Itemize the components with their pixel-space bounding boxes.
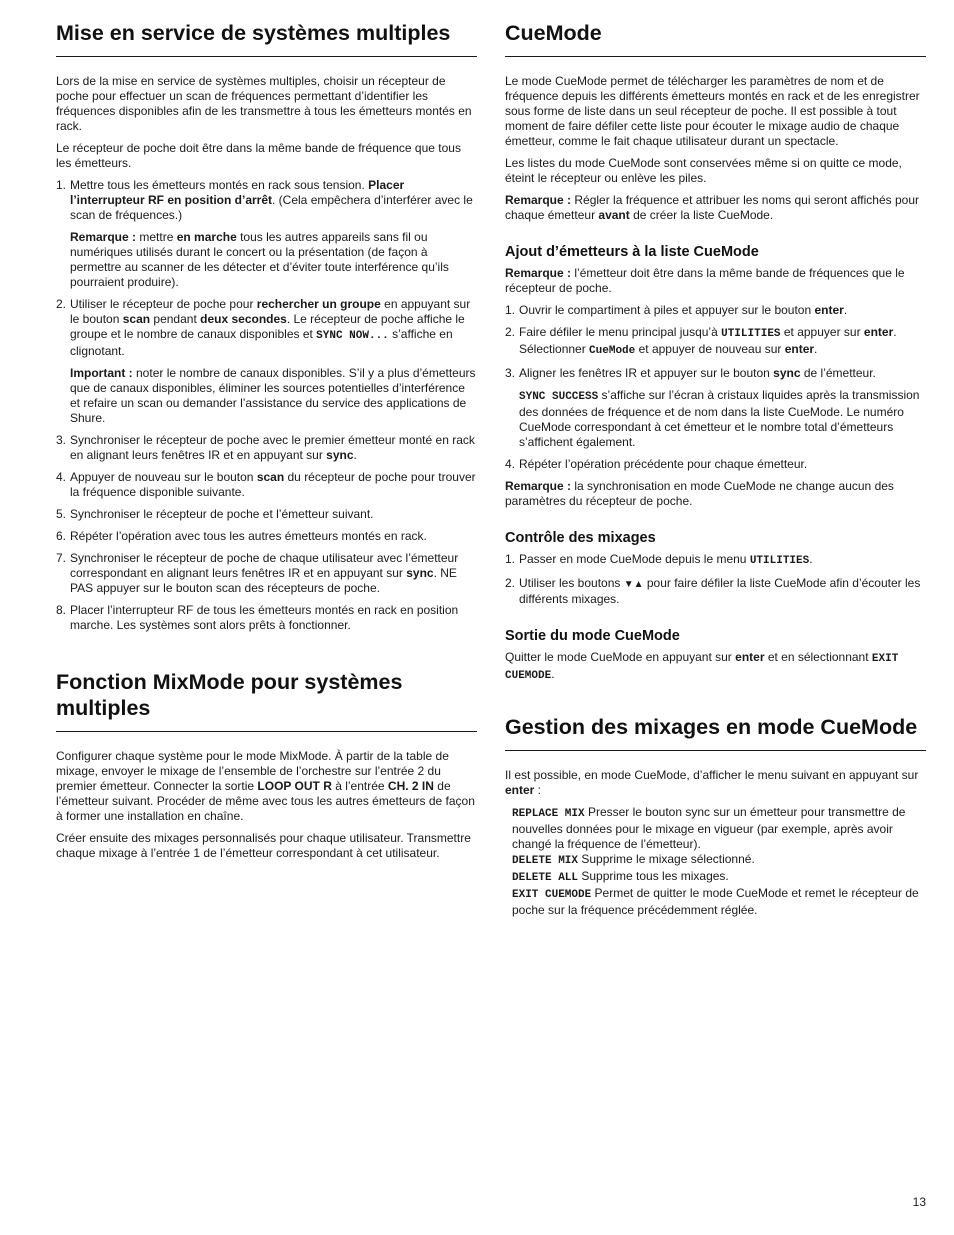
subsection-title-add: Ajout d’émetteurs à la liste CueMode	[505, 244, 759, 260]
list-item: 4. Appuyer de nouveau sur le bouton scan du récepteur de poche pour trouver la fréquence disponible suivante.	[56, 470, 476, 499]
important-note: Important : noter le nombre de canaux disponibles. S’il y a plus d’émetteurs que de canaux disponibles, éliminer les sources potentielles d’interférence et refaire un scan ou demander l’assistance du service des applications de Shure.	[70, 366, 476, 425]
list-item: 3. Synchroniser le récepteur de poche avec le premier émetteur monté en rack en alignant leurs fenêtres IR et en appuyant sur sync.	[56, 433, 475, 462]
list-item: 1. Mettre tous les émetteurs montés en rack sous tension. Placer l’interrupteur RF en position d’arrêt. (Cela empêchera d’interférer avec le scan de fréquences.)	[56, 178, 473, 222]
left-column	[56, 20, 477, 868]
lcd-text: SYNC NOW...	[316, 330, 389, 342]
list-item: 5. Synchroniser le récepteur de poche et l’émetteur suivant.	[56, 507, 374, 521]
steps-list	[56, 178, 477, 633]
list-item: 6. Répéter l’opération avec tous les autres émetteurs montés en rack.	[56, 529, 427, 543]
subsection-title-exit: Sortie du mode CueMode	[505, 628, 680, 644]
list-item: REPLACE MIX Presser le bouton sync sur un émetteur pour transmettre de nouvelles données pour le mixage en vigueur (par exemple, après avoir changé la fréquence de l’émetteur).	[512, 805, 906, 851]
section-title-mix-management: Gestion des mixages en mode CueMode	[505, 714, 926, 751]
list-item: 1. Ouvrir le compartiment à piles et appuyer sur le bouton enter.	[505, 303, 848, 317]
sync-success-note: SYNC SUCCESS s’affiche sur l’écran à cristaux liquides après la transmission des données de fréquence et de nom dans la liste CueMode. Le numéro CueMode correspondant à cet émetteur et le nombre total d’émetteurs s’affichent également.	[519, 388, 920, 449]
paragraph: Créer ensuite des mixages personnalisés pour chaque utilisateur. Transmettre chaque mixage à l’entrée 1 de l’émetteur correspondant à cet utilisateur.	[56, 831, 471, 860]
paragraph: Il est possible, en mode CueMode, d’afficher le menu suivant en appuyant sur enter :	[505, 768, 919, 797]
list-item: 2. Utiliser les boutons ▼▲ pour faire défiler la liste CueMode afin d’écouter les différents mixages.	[505, 576, 921, 606]
arrow-down-up-icon: ▼▲	[623, 579, 644, 590]
list-item: 8. Placer l’interrupteur RF de tous les émetteurs montés en rack en position marche. Les systèmes sont alors prêts à fonctionner.	[56, 603, 459, 632]
page-number: 13	[912, 1195, 926, 1209]
list-item: DELETE ALL Supprime tous les mixages.	[512, 869, 729, 884]
list-item: DELETE MIX Supprime le mixage sélectionné.	[512, 852, 755, 867]
section-title-multi-system: Mise en service de systèmes multiples	[56, 20, 477, 57]
section-title-cuemode: CueMode	[505, 20, 926, 57]
note: Remarque : la synchronisation en mode CueMode ne change aucun des paramètres du récepteur de poche.	[505, 479, 894, 508]
steps-list	[505, 303, 926, 472]
list-item: 7. Synchroniser le récepteur de poche de chaque utilisateur avec l’émetteur correspondant en alignant leurs fenêtres IR et en appuyant sur sync. NE PAS appuyer sur le bouton scan des récepteurs de poche.	[56, 551, 459, 595]
note: Remarque : mettre en marche tous les autres appareils sans fil ou numériques utilisés durant le concert ou la présentation (de façon à permettre au scanner de les détecter et d’éviter toute interférence qu’ils pourraient produire).	[70, 230, 449, 289]
paragraph: Le récepteur de poche doit être dans la même bande de fréquence que tous les émetteurs.	[56, 141, 461, 170]
list-item: 2. Utiliser le récepteur de poche pour rechercher un groupe en appuyant sur le bouton scan pendant deux secondes. Le récepteur de poche affiche le groupe et le nombre de canaux disponibles et SYNC NOW... s’affiche en clignotant.	[56, 297, 471, 358]
paragraph: Configurer chaque système pour le mode MixMode. À partir de la table de mixage, envoyer le mixage de l’ensemble de l’orchestre sur l’entrée 2 du premier émetteur. Connecter la sortie LOOP OUT R à l’entrée CH. 2 IN de l’émetteur suivant. Procéder de même avec tous les autres émetteurs de façon à former une installation en chaîne.	[56, 749, 475, 823]
paragraph: Les listes du mode CueMode sont conservées même si on quitte ce mode, éteint le récepteur ou enlève les piles.	[505, 156, 902, 185]
subsection-title-mix-control: Contrôle des mixages	[505, 530, 656, 546]
list-item: 4. Répéter l’opération précédente pour chaque émetteur.	[505, 457, 808, 471]
paragraph: Quitter le mode CueMode en appuyant sur enter et en sélectionnant EXIT CUEMODE.	[505, 650, 899, 682]
list-item: 1. Passer en mode CueMode depuis le menu UTILITIES.	[505, 552, 813, 567]
note: Remarque : l’émetteur doit être dans la même bande de fréquences que le récepteur de poche.	[505, 266, 905, 295]
paragraph: Le mode CueMode permet de télécharger les paramètres de nom et de fréquence depuis les différents émetteurs montés en rack et de les enregistrer sous forme de liste dans un seul récepteur de poche. Il est possible à tout moment de faire défiler cette liste pour écouter le mixage audio de chaque émetteur, comme le fait chaque utilisateur durant un spectacle.	[505, 74, 920, 148]
note: Remarque : Régler la fréquence et attribuer les noms qui seront affichés pour chaque émetteur avant de créer la liste CueMode.	[505, 193, 920, 222]
steps-list	[505, 552, 926, 607]
section-title-mixmode: Fonction MixMode pour systèmes multiples	[56, 669, 477, 732]
right-column	[505, 20, 926, 918]
paragraph: Lors de la mise en service de systèmes multiples, choisir un récepteur de poche pour effectuer un scan de fréquences permettant d’identifier les fréquences disponibles afin de les transmettre à tous les émetteurs montés en rack.	[56, 74, 472, 133]
list-item: EXIT CUEMODE Permet de quitter le mode CueMode et remet le récepteur de poche sur la fréquence précédemment réglée.	[512, 886, 919, 917]
list-item: 3. Aligner les fenêtres IR et appuyer sur le bouton sync de l’émetteur.	[505, 366, 876, 380]
menu-options-list	[512, 805, 926, 918]
list-item: 2. Faire défiler le menu principal jusqu’à UTILITIES et appuyer sur enter. Sélectionner CueMode et appuyer de nouveau sur enter.	[505, 325, 897, 357]
